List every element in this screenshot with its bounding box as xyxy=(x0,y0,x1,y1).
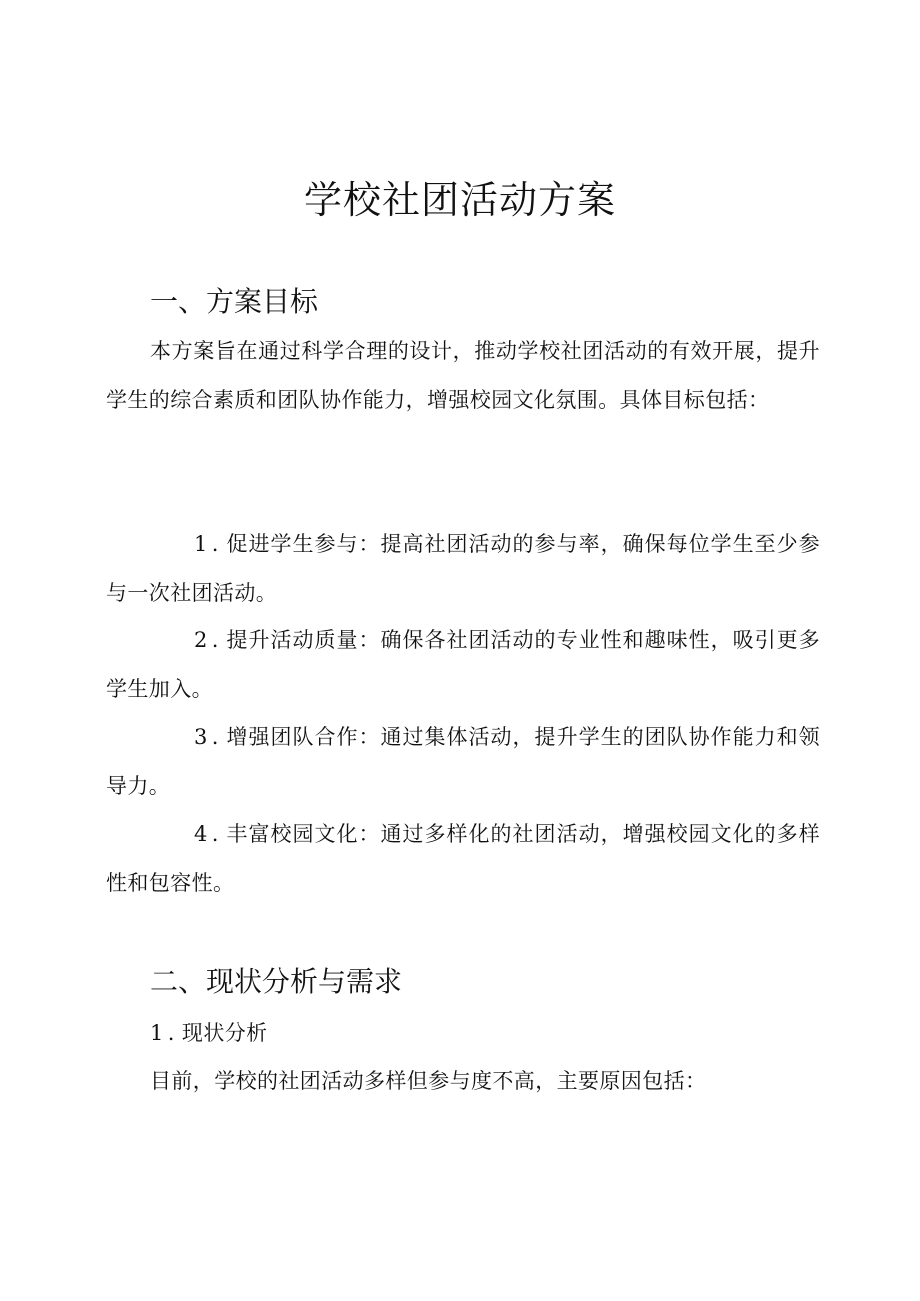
goal-item-1 xyxy=(106,520,820,617)
goal-item-4 xyxy=(106,810,820,907)
subheading-text: . 现状分析 xyxy=(167,1021,268,1045)
goal-text: . 丰富校园文化：通过多样化的社团活动，增强校园文化的多样性和包容性。 xyxy=(106,822,820,895)
goal-text: . 提升活动质量：确保各社团活动的专业性和趣味性，吸引更多学生加入。 xyxy=(106,628,820,701)
goal-item-3 xyxy=(106,713,820,810)
goal-text: . 增强团队合作：通过集体活动，提升学生的团队协作能力和领导力。 xyxy=(106,725,820,798)
goal-number: 4 xyxy=(194,822,208,846)
section-heading-analysis: 二、现状分析与需求 xyxy=(150,965,403,998)
goal-text: . 促进学生参与：提高社团活动的参与率，确保每位学生至少参与一次社团活动。 xyxy=(106,532,820,605)
goal-number: 3 xyxy=(194,725,208,749)
goal-item-2 xyxy=(106,616,820,713)
goal-number: 1 xyxy=(194,532,208,556)
status-analysis-paragraph: 目前，学校的社团活动多样但参与度不高，主要原因包括： xyxy=(150,1069,707,1093)
document-title: 学校社团活动方案 xyxy=(303,178,616,222)
section-heading-goals: 一、方案目标 xyxy=(150,285,319,318)
subheading-number: 1 xyxy=(150,1021,164,1045)
goal-number: 2 xyxy=(194,628,208,652)
subheading-status-analysis xyxy=(150,1009,268,1057)
goals-intro-paragraph: 本方案旨在通过科学合理的设计，推动学校社团活动的有效开展，提升学生的综合素质和团队协作能力，增强校园文化氛围。具体目标包括： xyxy=(106,339,820,412)
